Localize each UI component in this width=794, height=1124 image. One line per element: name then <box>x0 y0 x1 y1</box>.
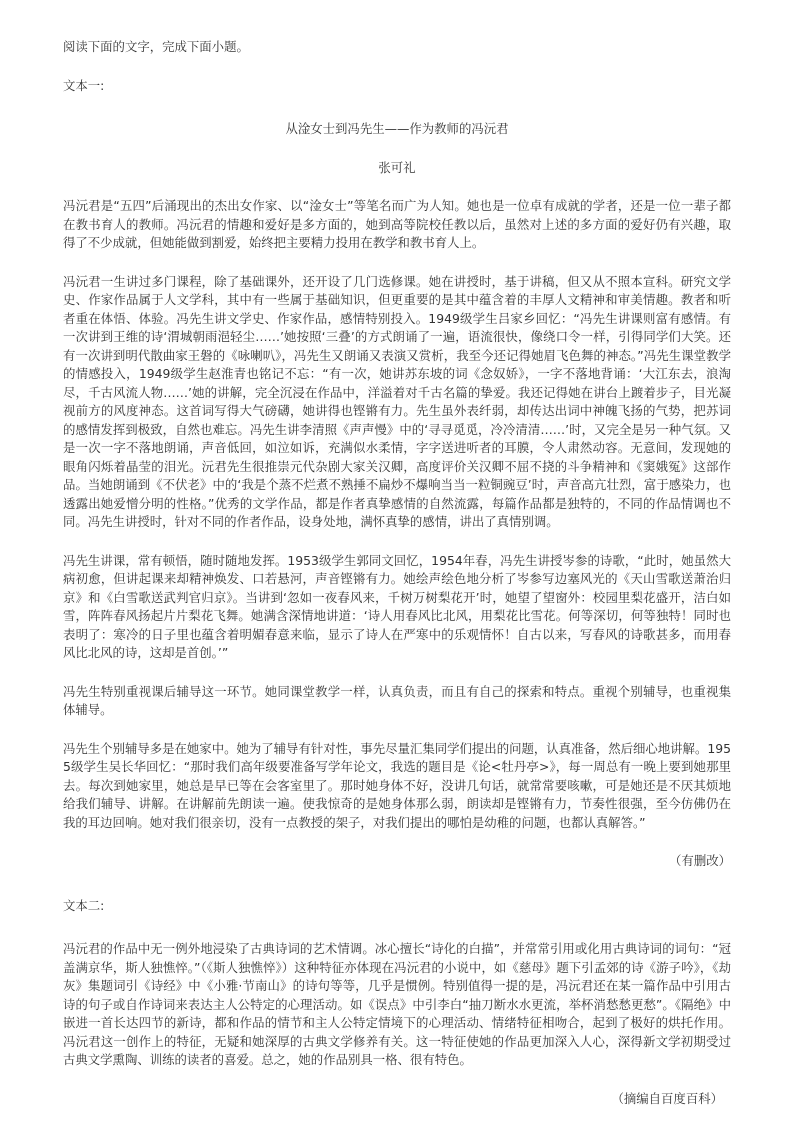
text2-label: 文本二: <box>63 897 105 913</box>
text1-paragraph-4: 冯先生特别重视课后辅导这一环节。她同课堂教学一样，认真负责，而且有自己的探索和特点。重视个别辅导，也重视集体辅导。 <box>63 683 731 717</box>
document-page <box>63 38 731 1108</box>
text1-paragraph-3: 冯先生讲课，常有顿悟，随时随地发挥。1953级学生郭同文回忆，1954年春，冯先生讲授岑参的诗歌，“此时，她虽然大病初愈，但讲起课来却精神焕发、口若悬河，声音铿锵有力。她绘声绘色地分析了岑参写边塞风光的《天山雪歌送萧治归京》和《白雪歌送武判官归京》。当讲到‘忽如一夜春风来，千树万树梨花开’时，她望了望窗外：校园里梨花盛开，洁白如雪，阵阵春风扬起片片梨花飞舞。她满含深情地讲道：‘诗人用春风比北风，用梨花比雪花。何等深切，何等独特！同时也表明了：寒冷的日子里也蕴含着明媚春意来临，显示了诗人在严寒中的乐观情怀！自古以来，写春风的诗歌甚多，而用春风比北风的诗，这却是首创。’” <box>63 552 731 660</box>
article-author: 张可礼 <box>378 159 416 175</box>
text1-paragraph-1: 冯沅君是“五四”后涌现出的杰出女作家、以“淦女士”等笔名而广为人知。她也是一位卓有成就的学者，还是一位一辈子都在教书育人的教师。冯沅君的情趣和爱好是多方面的，她到高等院校任教以后，虽然对上述的多方面的爱好仍有兴趣，取得了不少成就，但她能做到割爱，始终把主要精力投用在教学和教书育人上。 <box>63 198 731 250</box>
article-title: 从淦女士到冯先生——作为教师的冯沅君 <box>285 121 509 136</box>
text1-source-note: （有删改） <box>669 853 731 868</box>
text1-label: 文本一: <box>63 77 105 93</box>
text2-source-note: （摘编自百度百科） <box>611 1090 723 1106</box>
instruction: 阅读下面的文字，完成下面小题。 <box>63 39 249 54</box>
text2-paragraph-1: 冯沅君的作品中无一例外地浸染了古典诗词的艺术情调。冰心擅长“诗化的白描”，并常常引用或化用古典诗词的词句：“冠盖满京华，斯人独憔悴。”（《斯人独憔悴》）这种特征亦体现在冯沅君的小说中，如《慈母》题下引孟郊的诗《游子吟》，《劫灰》集题词引《诗经》中《小雅·节南山》的诗句等等，几乎是惯例。特别值得一提的是，冯沅君还在某一篇作品中引用古诗的句子或自作诗词来表达主人公特定的心理活动。如《误点》中引李白“抽刀断水水更流，举杯消愁愁更愁”。《隔绝》中嵌进一首长达四节的新诗，都和作品的情节和主人公特定情境下的心理活动、情绪特征相吻合，起到了极好的烘托作用。冯沅君这一创作上的特征，无疑和她深厚的古典文学修养有关。这一特征使她的作品更加深入人心，深得新文学初期受过古典文学熏陶、训练的读者的喜爱。总之，她的作品别具一格、很有特色。 <box>63 941 731 1067</box>
text1-paragraph-5: 冯先生个别辅导多是在她家中。她为了辅导有针对性，事先尽量汇集同学们提出的问题，认真准备，然后细心地讲解。1955级学生吴长华回忆：“那时我们高年级要准备写学年论文，我选的题目是《论<牡丹亭>》，每一周总有一晚上要到她那里去。每次到她家里，她总是早已等在会客室里了。那时她身体不好，没讲几句话，就常常要咳嗽，可是她还是不厌其烦地给我们辅导、讲解。在讲解前先朗读一遍。使我惊奇的是她身体那么弱，朗读却是铿锵有力，节奏性很强，至今仿佛仍在我的耳边回响。她对我们很亲切，没有一点教授的架子，对我们提出的哪怕是幼稚的问题，也都认真解答。” <box>63 740 731 830</box>
text1-paragraph-2: 冯沅君一生讲过多门课程，除了基础课外，还开设了几门选修课。她在讲授时，基于讲稿，但又从不照本宣科。研究文学史、作家作品属于人文学科，其中有一些属于基础知识，但更重要的是其中蕴含着的丰厚人文精神和审美情趣。教者和听者重在体悟、体验。冯先生讲文学史、作家作品，感情特别投入。1949级学生吕家乡回忆：“冯先生讲课则富有感情。有一次讲到王维的诗‘渭城朝雨浥轻尘……’她按照‘三叠’的方式朗诵了一遍，语流很快，像绕口令一样，引得同学们大笑。还有一次讲到明代散曲家王磐的《咏喇叭》，冯先生又朗诵又表演又赏析，我至今还记得她眉飞色舞的神态。”冯先生课堂教学的情感投入，1949级学生赵淮青也铭记不忘：“有一次，她讲苏东坡的词《念奴娇》，一字不落地背诵：‘大江东去，浪淘尽，千古风流人物……’她的讲解，完全沉浸在作品中，洋溢着对千古名篇的挚爱。我还记得她在讲台上踱着步子，目光凝视前方的风度神态。这首词写得大气磅礴，她讲得也铿锵有力。先生虽外表纤弱，却传达出词中神魄飞扬的气势，把苏词的感情发挥到极致，自然也难忘。冯先生讲李清照《声声慢》中的‘寻寻觅觅，冷冷清清……’时，又完全是另一种气氛。又是一次一字不落地朗诵，声音低回，如泣如诉，充满似水柔情，字字送进听者的耳膜，令人肃然动容。无意间，发现她的眼角闪烁着晶莹的泪光。沅君先生很推崇元代杂剧大家关汉卿，高度评价关汉卿不屈不挠的斗争精神和《窦娥冤》这部作品。当她朗诵到《不伏老》中的‘我是个蒸不烂煮不熟捶不扁炒不爆响当当一粒铜豌豆’时，声音高亢壮烈，富于感染力，也透露出她爱憎分明的性格。”优秀的文学作品，都是作者真挚感情的自然流露，每篇作品都是独特的，不同的作品情调也不同。冯先生讲授时，针对不同的作者作品，设身处地，满怀真挚的感情，讲出了真情别调。 <box>63 273 731 529</box>
